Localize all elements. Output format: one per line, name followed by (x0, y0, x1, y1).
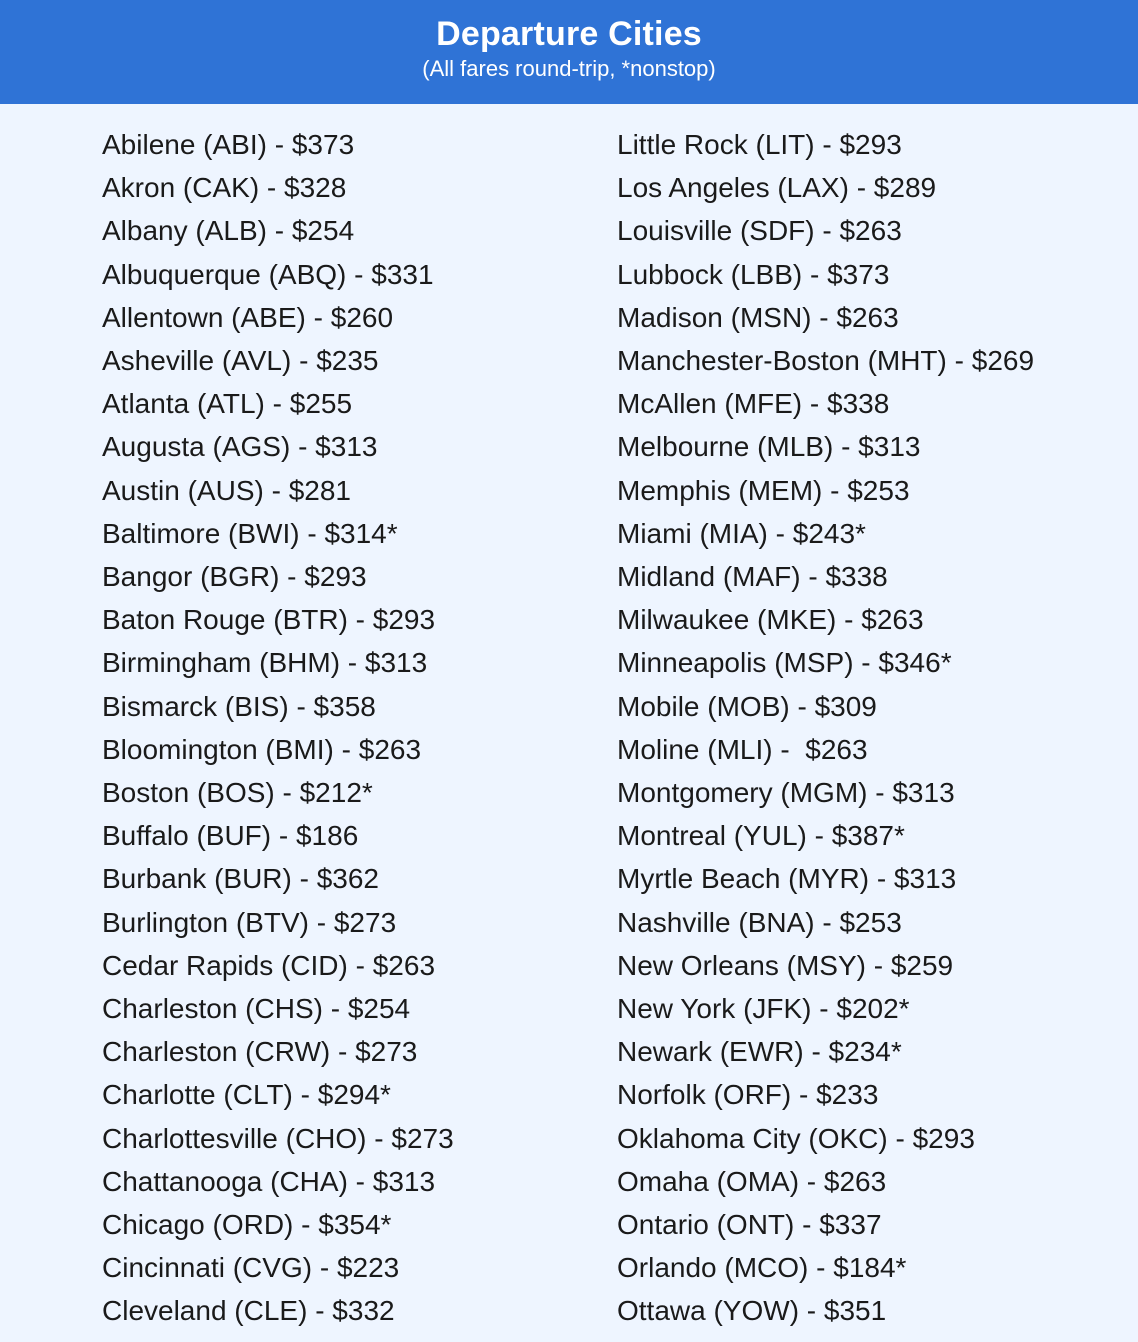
city-fare-item: Chicago (ORD) - $354* (102, 1209, 392, 1241)
city-fare-item: Charleston (CHS) - $254 (102, 993, 411, 1025)
city-fare-item: Montgomery (MGM) - $313 (617, 777, 955, 809)
city-fare-item: Minneapolis (MSP) - $346* (617, 647, 952, 679)
city-fare-item: Melbourne (MLB) - $313 (617, 431, 921, 463)
city-fare-item: Louisville (SDF) - $263 (617, 215, 902, 247)
city-fare-item: Bloomington (BMI) - $263 (102, 733, 422, 765)
city-fare-item: Little Rock (LIT) - $293 (617, 129, 902, 160)
city-fare-item: Ontario (ONT) - $337 (617, 1209, 882, 1241)
city-fare-item: Charlottesville (CHO) - $273 (102, 1122, 454, 1154)
city-fare-item: Allentown (ABE) - $260 (102, 301, 394, 333)
city-fare-item: Milwaukee (MKE) - $263 (617, 604, 924, 636)
city-fare-item: Norfolk (ORF) - $233 (617, 1079, 879, 1111)
city-fare-item: Madison (MSN) - $263 (617, 301, 899, 333)
city-fare-item: Buffalo (BUF) - $186 (102, 820, 359, 852)
city-fare-item: Charleston (CRW) - $273 (102, 1036, 418, 1068)
city-fare-item: Burlington (BTV) - $273 (102, 906, 397, 938)
city-fare-item: Midland (MAF) - $338 (617, 561, 888, 593)
city-fare-item: Myrtle Beach (MYR) - $313 (617, 863, 957, 895)
city-fare-item: Los Angeles (LAX) - $289 (617, 172, 937, 204)
city-fare-item: Cleveland (CLE) - $332 (102, 1295, 395, 1327)
city-fare-item: Charlotte (CLT) - $294* (102, 1079, 391, 1111)
city-fare-item: Manchester-Boston (MHT) - $269 (617, 345, 1035, 377)
city-fare-item: Birmingham (BHM) - $313 (102, 647, 428, 679)
city-fare-item: Cedar Rapids (CID) - $263 (102, 949, 436, 981)
city-fare-item: Akron (CAK) - $328 (102, 172, 347, 204)
city-list-container (0, 104, 1138, 1342)
page-title: Departure Cities (436, 15, 702, 53)
city-fare-item: Chattanooga (CHA) - $313 (102, 1165, 436, 1197)
city-fare-item: Miami (MIA) - $243* (617, 517, 866, 549)
city-fare-item: Moline (MLI) - $263 (617, 733, 868, 765)
city-fare-item: Lubbock (LBB) - $373 (617, 258, 890, 290)
city-fare-item: Cincinnati (CVG) - $223 (102, 1252, 400, 1284)
city-fare-item: Augusta (AGS) - $313 (102, 431, 378, 463)
city-fare-item: Newark (EWR) - $234* (617, 1036, 902, 1068)
city-fare-item: Boston (BOS) - $212* (102, 777, 373, 809)
city-fare-item: New York (JFK) - $202* (617, 993, 910, 1025)
city-fare-item: Austin (AUS) - $281 (102, 474, 351, 506)
city-fare-item: Oklahoma City (OKC) - $293 (617, 1122, 975, 1154)
city-list-left-column (102, 123, 454, 1333)
city-fare-item: Baltimore (BWI) - $314* (102, 517, 398, 549)
city-fare-item: Montreal (YUL) - $387* (617, 820, 905, 852)
city-fare-item: Memphis (MEM) - $253 (617, 474, 910, 506)
city-fare-item: New Orleans (MSY) - $259 (617, 949, 954, 981)
city-fare-item: McAllen (MFE) - $338 (617, 388, 890, 420)
city-fare-item: Abilene (ABI) - $373 (102, 129, 355, 160)
city-fare-item: Omaha (OMA) - $263 (617, 1165, 887, 1197)
city-fare-item: Bismarck (BIS) - $358 (102, 690, 376, 722)
city-fare-item: Baton Rouge (BTR) - $293 (102, 604, 436, 636)
city-fare-item: Ottawa (YOW) - $351 (617, 1295, 887, 1327)
city-fare-item: Burbank (BUR) - $362 (102, 863, 380, 895)
city-fare-item: Nashville (BNA) - $253 (617, 906, 902, 938)
city-fare-item: Atlanta (ATL) - $255 (102, 388, 353, 420)
city-fare-item: Bangor (BGR) - $293 (102, 561, 367, 593)
city-fare-item: Albany (ALB) - $254 (102, 215, 355, 247)
page-header (0, 0, 1138, 104)
city-fare-item: Orlando (MCO) - $184* (617, 1252, 907, 1284)
city-list-right-column (617, 123, 1034, 1333)
city-fare-item: Albuquerque (ABQ) - $331 (102, 258, 434, 290)
city-fare-item: Mobile (MOB) - $309 (617, 690, 877, 722)
city-fare-item: Asheville (AVL) - $235 (102, 345, 379, 377)
page-subtitle: (All fares round-trip, *nonstop) (422, 56, 716, 81)
